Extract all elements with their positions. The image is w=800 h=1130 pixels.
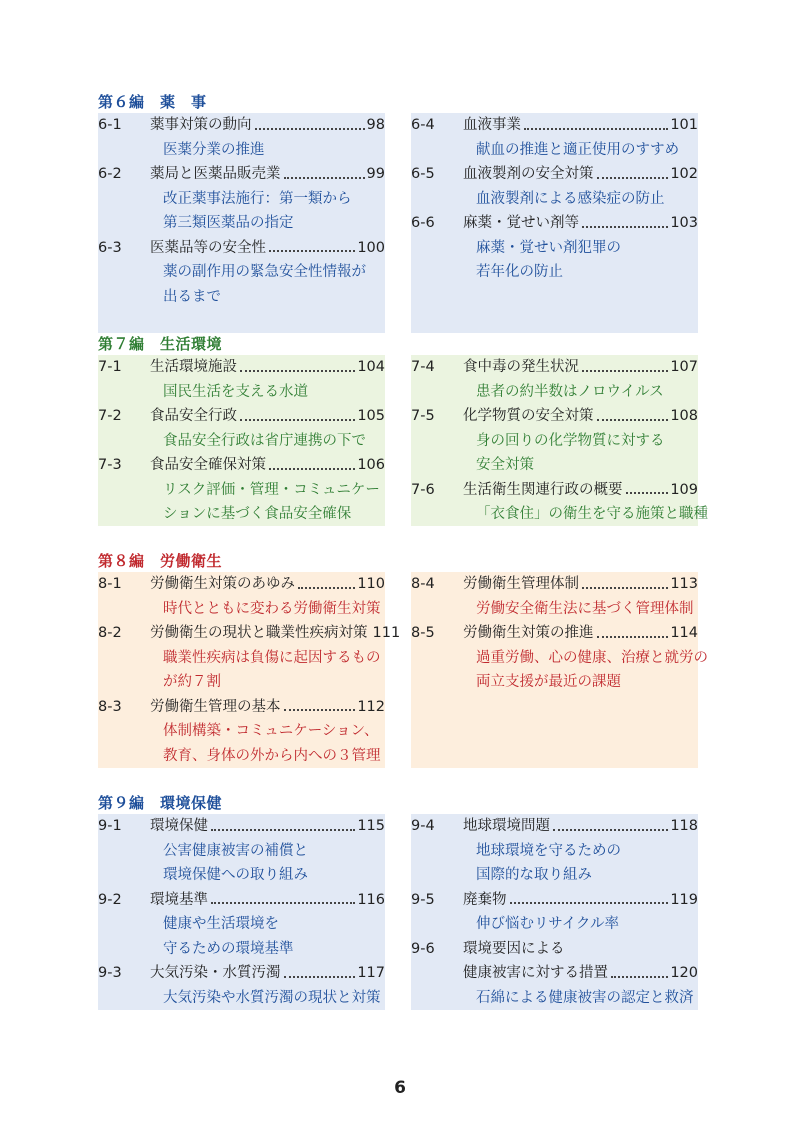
section-columns: [98, 355, 708, 526]
toc-entry[interactable]: [98, 404, 385, 453]
entry-title: 血液事業: [463, 117, 521, 133]
dot-leader: [284, 695, 356, 712]
entry-number: 7-1: [98, 359, 122, 375]
entry-subtitle: 地球環境を守るための: [476, 842, 621, 859]
entry-number: 6-1: [98, 117, 122, 133]
entry-subtitle: 若年化の防止: [476, 264, 563, 280]
entry-number: 8-5: [411, 625, 435, 641]
entry-title: 血液製剤の安全対策: [463, 166, 594, 182]
entry-subtitle: 健康や生活環境を: [163, 916, 279, 932]
column-right: [411, 355, 708, 526]
entry-title: 労働衛生対策の推進: [463, 625, 594, 641]
entry-page: 118: [670, 818, 698, 834]
entry-page: 98: [366, 117, 385, 133]
toc-line: [98, 961, 385, 986]
toc-entry[interactable]: [411, 888, 698, 937]
entry-title: 健康被害に対する措置: [463, 965, 608, 981]
entry-page: 99: [366, 166, 385, 182]
entry-title: 労働衛生対策のあゆみ: [150, 576, 295, 592]
entry-number: 7-3: [98, 457, 122, 473]
dot-leader: [582, 211, 668, 228]
entry-number: 9-2: [98, 891, 122, 908]
toc-entry[interactable]: [411, 478, 708, 527]
entry-page: 111: [372, 625, 401, 641]
column-right: [411, 572, 708, 768]
entry-title: 食中毒の発生状況: [463, 359, 579, 375]
toc-line: [98, 453, 385, 478]
entry-number: 9-3: [98, 965, 122, 981]
entry-title: 環境要因による: [463, 940, 565, 957]
toc-entry[interactable]: [98, 621, 401, 695]
entry-page: 103: [670, 215, 698, 231]
dot-leader: [597, 162, 669, 179]
toc-line: [98, 814, 385, 839]
entry-subtitle: 国際的な取り組み: [476, 867, 592, 883]
page-number: 6: [394, 1078, 406, 1098]
entry-title: 化学物質の安全対策: [463, 408, 594, 424]
entry-page: 104: [357, 359, 385, 375]
column-right: [411, 113, 698, 333]
entry-title: 大気汚染・水質汚濁: [150, 965, 281, 981]
entry-subtitle: 伸び悩むリサイクル率: [476, 916, 619, 932]
entry-page: 107: [670, 359, 698, 375]
toc-line: [411, 211, 698, 236]
entry-subtitle: 患者の約半数はノロウイルス: [476, 383, 664, 400]
entry-number: 6-5: [411, 166, 435, 182]
section-title: 第７編 生活環境: [98, 335, 223, 353]
entry-page: 110: [357, 576, 385, 592]
dot-leader: [597, 621, 669, 638]
toc-entry[interactable]: [98, 453, 385, 527]
toc-line: [411, 961, 698, 986]
entry-subtitle: 石綿による健康被害の認定と救済: [476, 989, 694, 1006]
entry-subtitle: 第三類医薬品の指定: [163, 215, 294, 231]
entry-page: 114: [670, 625, 698, 641]
dot-leader: [510, 888, 669, 905]
entry-page: 100: [357, 239, 385, 256]
toc-entry[interactable]: [411, 162, 698, 211]
toc-line: [411, 162, 698, 187]
entry-page: 116: [357, 891, 385, 908]
toc-entry[interactable]: [411, 404, 698, 478]
entry-subtitle: 大気汚染や水質汚濁の現状と対策: [163, 989, 381, 1006]
dot-leader: [524, 113, 668, 130]
entry-title: 食品安全確保対策: [150, 457, 266, 473]
toc-entry[interactable]: [98, 572, 385, 621]
toc-line: [411, 937, 698, 962]
toc-line: [98, 355, 385, 380]
entry-number: 6-3: [98, 239, 122, 256]
dot-leader: [284, 162, 365, 179]
entry-page: 106: [357, 457, 385, 473]
section-8: [98, 550, 708, 768]
section-9: [98, 792, 698, 1010]
entry-title: 医薬品等の安全性: [150, 239, 266, 256]
toc-line: [411, 888, 698, 913]
entry-page: 102: [670, 166, 698, 182]
toc-entry[interactable]: [411, 211, 698, 285]
dot-leader: [240, 404, 355, 421]
entry-number: 9-5: [411, 891, 435, 908]
entry-number: 7-2: [98, 408, 122, 424]
entry-number: 8-1: [98, 576, 122, 592]
entry-subtitle: 「衣食住」の衛生を守る施策と職種: [476, 506, 708, 522]
section-title: 第６編 薬 事: [98, 93, 207, 111]
entry-title: 薬事対策の動向: [150, 117, 252, 133]
entry-subtitle: ションに基づく食品安全確保: [163, 506, 352, 522]
dot-leader: [211, 814, 355, 831]
dot-leader: [611, 961, 668, 978]
toc-entry[interactable]: [98, 236, 385, 310]
section-6: [98, 91, 698, 333]
toc-entry[interactable]: [98, 355, 385, 404]
entry-page: 109: [670, 481, 698, 498]
column-left: [98, 814, 385, 1010]
entry-subtitle: 教育、身体の外から内への３管理: [163, 747, 381, 764]
toc-entry[interactable]: [98, 888, 385, 962]
toc-line: [98, 162, 385, 187]
toc-entry[interactable]: [98, 961, 385, 1010]
entry-number: 6-6: [411, 215, 435, 231]
entry-subtitle: 医薬分業の推進: [163, 141, 265, 158]
toc-entry[interactable]: [411, 814, 698, 888]
toc-line: [411, 814, 698, 839]
dot-leader: [269, 236, 355, 253]
toc-line: [98, 572, 385, 597]
toc-entry[interactable]: [411, 621, 708, 695]
entry-number: 9-1: [98, 818, 122, 834]
dot-leader: [211, 888, 355, 905]
entry-title: 生活衛生関連行政の概要: [463, 481, 623, 498]
entry-title: 食品安全行政: [150, 408, 237, 424]
dot-leader: [582, 572, 668, 589]
toc-line: [411, 621, 698, 646]
entry-subtitle: 身の回りの化学物質に対する: [476, 432, 665, 449]
toc-line: [98, 236, 385, 261]
entry-subtitle: 献血の推進と適正使用のすすめ: [476, 141, 680, 158]
entry-subtitle: 安全対策: [476, 457, 534, 473]
entry-subtitle: 国民生活を支える水道: [163, 383, 308, 400]
dot-leader: [597, 404, 669, 421]
entry-subtitle: 労働安全衛生法に基づく管理体制: [476, 600, 694, 617]
entry-title: 環境基準: [150, 891, 208, 908]
column-right: [411, 814, 698, 1010]
entry-title: 生活環境施設: [150, 359, 237, 375]
entry-page: 113: [670, 576, 698, 592]
entry-subtitle: 守るための環境基準: [163, 940, 294, 957]
entry-number: [411, 961, 463, 986]
entry-number: 9-6: [411, 940, 435, 957]
entry-page: 105: [357, 408, 385, 424]
toc-entry[interactable]: [98, 113, 385, 162]
toc-line: [411, 478, 698, 503]
section-title: 第８編 労働衛生: [98, 552, 223, 570]
entry-subtitle: 公害健康被害の補償と: [163, 842, 308, 859]
toc-entry[interactable]: [98, 695, 385, 769]
entry-page: 120: [670, 965, 698, 981]
dot-leader: [553, 814, 668, 831]
entry-page: 117: [357, 965, 385, 981]
entry-subtitle: が約７割: [163, 674, 221, 690]
entry-page: 101: [670, 117, 698, 133]
entry-number: 6-2: [98, 166, 122, 182]
entry-title: 労働衛生管理体制: [463, 576, 579, 592]
entry-subtitle: 環境保健への取り組み: [163, 867, 308, 883]
toc-line: [98, 621, 401, 646]
section-7: [98, 333, 708, 526]
section-columns: [98, 572, 708, 768]
entry-title: 廃棄物: [463, 891, 507, 908]
dot-leader: [269, 453, 355, 470]
entry-number: 8-4: [411, 576, 435, 592]
toc-line: [98, 113, 385, 138]
toc-line: [98, 404, 385, 429]
section-columns: [98, 113, 698, 333]
entry-subtitle: 過重労働、心の健康、治療と就労の: [476, 649, 708, 666]
toc-entry[interactable]: [98, 814, 385, 888]
entry-page: 112: [357, 698, 385, 715]
entry-subtitle: 職業性疾病は負傷に起因するもの: [163, 649, 381, 666]
dot-leader: [582, 355, 668, 372]
entry-page: 115: [357, 818, 385, 834]
entry-subtitle: リスク評価・管理・コミュニケー: [163, 481, 380, 498]
dot-leader: [626, 478, 669, 495]
dot-leader: [298, 572, 355, 589]
entry-subtitle: 麻薬・覚せい剤犯罪の: [476, 239, 621, 256]
entry-subtitle: 食品安全行政は省庁連携の下で: [163, 432, 366, 449]
toc-line: [98, 888, 385, 913]
dot-leader: [284, 961, 356, 978]
entry-title: 薬局と医薬品販売業: [150, 166, 281, 182]
entry-title: 労働衛生の現状と職業性疾病対策: [150, 625, 368, 641]
column-left: [98, 113, 385, 333]
entry-subtitle: 出るまで: [163, 288, 221, 305]
entry-subtitle: 体制構築・コミュニケーション、: [163, 723, 379, 739]
entry-subtitle: 薬の副作用の緊急安全性情報が: [163, 264, 366, 280]
entry-number: 7-6: [411, 481, 435, 498]
toc-entry[interactable]: [411, 355, 698, 404]
toc-line: [411, 355, 698, 380]
toc-line: [98, 695, 385, 720]
toc-entry[interactable]: [98, 162, 385, 236]
entry-number: 8-3: [98, 698, 122, 715]
column-left: [98, 572, 401, 768]
entry-number: 7-4: [411, 359, 435, 375]
entry-number: 7-5: [411, 408, 435, 424]
section-title: 第９編 環境保健: [98, 794, 223, 812]
entry-number: 9-4: [411, 818, 435, 834]
toc-entry[interactable]: [411, 572, 698, 621]
toc-entry[interactable]: [411, 113, 698, 162]
entry-page: 108: [670, 408, 698, 424]
dot-leader: [255, 113, 365, 130]
entry-subtitle: 両立支援が最近の課題: [476, 674, 621, 690]
entry-title: 環境保健: [150, 818, 208, 834]
toc-entry[interactable]: [411, 937, 698, 1011]
entry-title: 労働衛生管理の基本: [150, 698, 281, 715]
entry-title: 麻薬・覚せい剤等: [463, 215, 579, 231]
dot-leader: [240, 355, 355, 372]
entry-page: 119: [670, 891, 698, 908]
entry-title: 地球環境問題: [463, 818, 550, 834]
entry-number: 8-2: [98, 625, 122, 641]
entry-subtitle: 血液製剤による感染症の防止: [476, 190, 665, 207]
section-columns: [98, 814, 698, 1010]
entry-subtitle: 時代とともに変わる労働衛生対策: [163, 600, 381, 617]
entry-subtitle: 改正薬事法施行：第一類から: [163, 190, 352, 207]
column-left: [98, 355, 385, 526]
toc-line: [411, 404, 698, 429]
toc-line: [411, 572, 698, 597]
entry-number: 6-4: [411, 117, 435, 133]
toc-line: [411, 113, 698, 138]
